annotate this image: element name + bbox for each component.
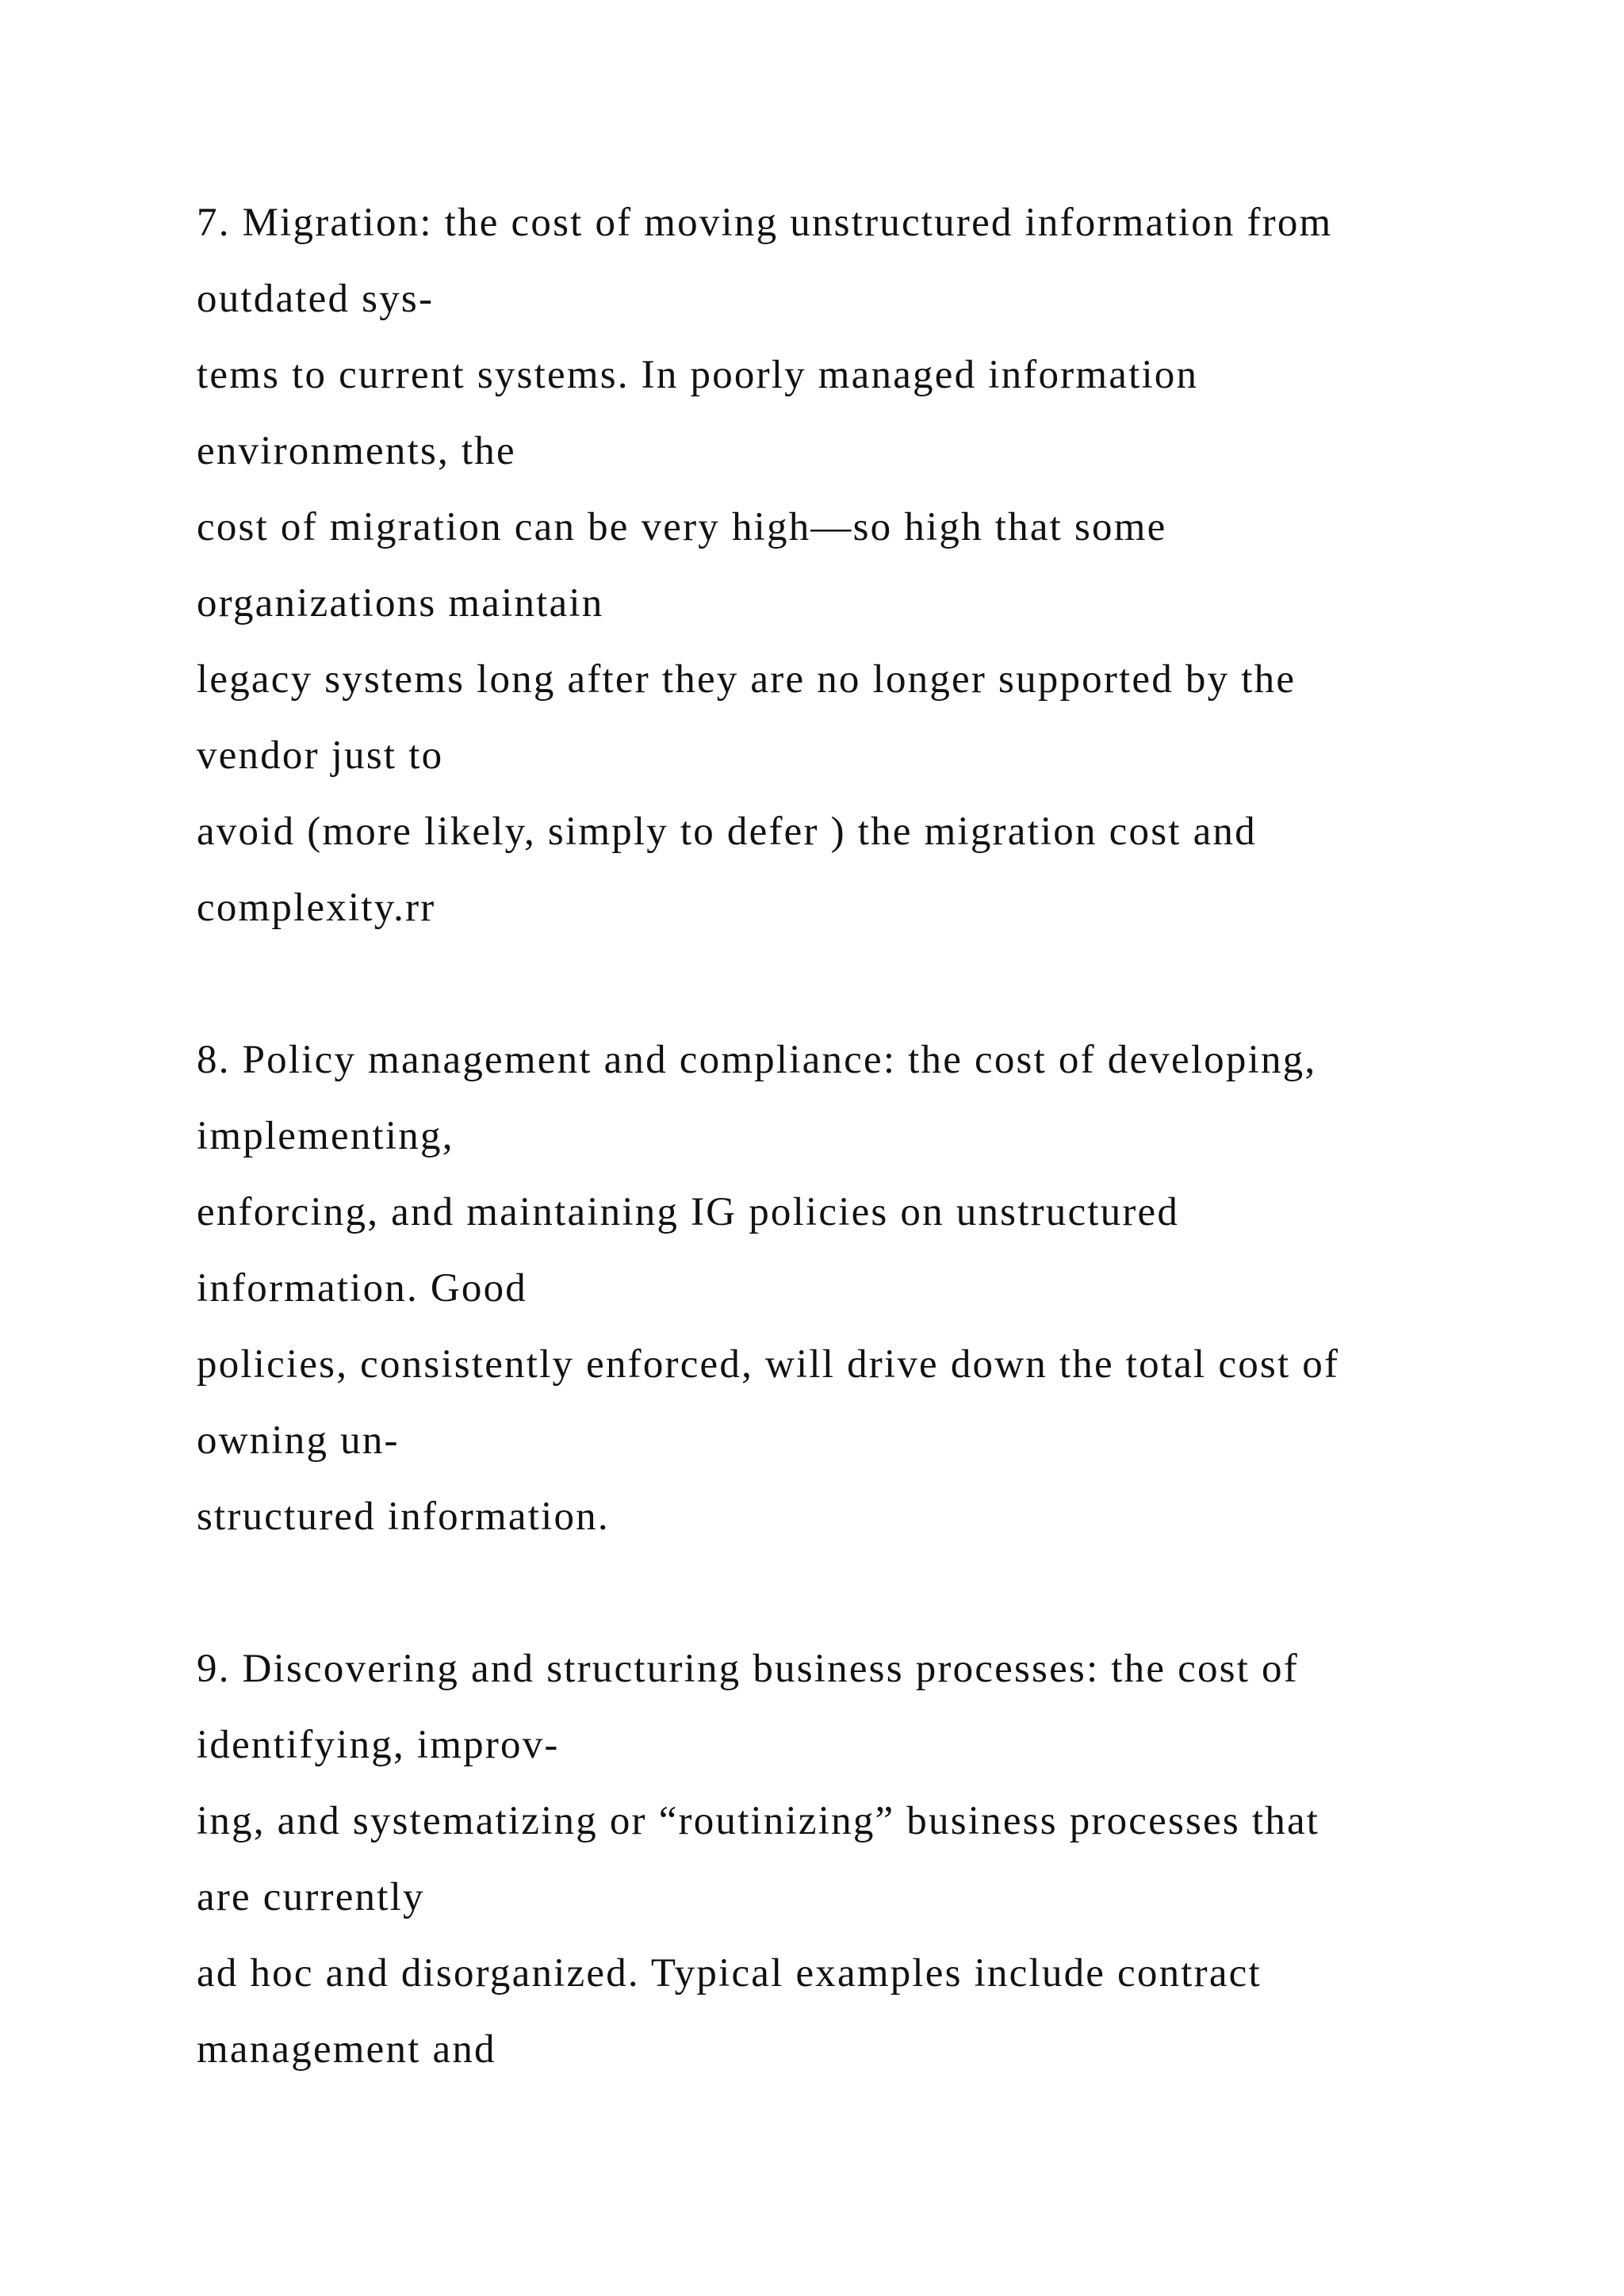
text-line: policies, consistently enforced, will drive down the total cost of (197, 1342, 1340, 1387)
text-line: vendor just to (197, 733, 444, 778)
text-line: tems to current systems. In poorly managed information (197, 353, 1199, 397)
text-line: implementing, (197, 1114, 454, 1158)
text-line: 9. Discovering and structuring business processes: the cost of (197, 1647, 1299, 1691)
text-line: ad hoc and disorganized. Typical examples include contract (197, 1951, 1262, 1996)
text-line: owning un- (197, 1418, 400, 1463)
text-line: ing, and systematizing or “routinizing” business processes that (197, 1799, 1320, 1843)
text-line: legacy systems long after they are no longer supported by the (197, 657, 1297, 702)
text-line: 7. Migration: the cost of moving unstructured information from (197, 201, 1333, 245)
text-line: structured information. (197, 1494, 610, 1539)
text-line: identifying, improv- (197, 1723, 560, 1767)
text-line: environments, the (197, 429, 516, 473)
text-line: management and (197, 2027, 496, 2072)
text-line: complexity.rr (197, 886, 436, 930)
text-line: outdated sys- (197, 277, 435, 321)
text-line: information. Good (197, 1266, 528, 1311)
text-line: cost of migration can be very high—so high that some (197, 505, 1167, 549)
text-line: organizations maintain (197, 581, 604, 626)
text-line: 8. Policy management and compliance: the cost of developing, (197, 1038, 1317, 1082)
text-line: are currently (197, 1875, 425, 1919)
text-line: avoid (more likely, simply to defer ) the migration cost and (197, 809, 1257, 854)
text-line: enforcing, and maintaining IG policies on unstructured (197, 1190, 1180, 1234)
